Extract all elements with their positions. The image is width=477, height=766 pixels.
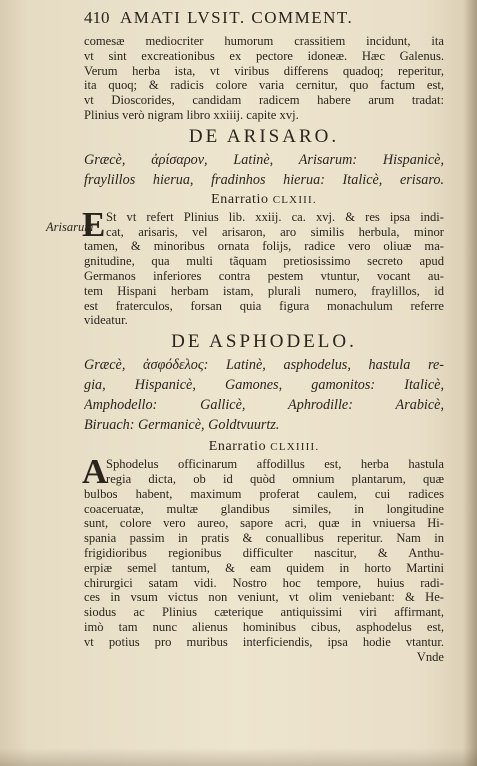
- text-line: frigidioribus regionibus difficulter nascitur, & Anthu-: [84, 545, 444, 560]
- intro-paragraph: [84, 34, 444, 123]
- section-paragraph: [82, 452, 444, 649]
- text-line: bulbos habent, maximum proferat caulem, cui radices: [84, 486, 444, 501]
- synonyms-line: Amphodello: Gallicè, Aphrodille: Arabicè,: [84, 397, 444, 414]
- synonyms-block: [84, 150, 444, 190]
- text-line: vt Dioscorides, candidam radicem habere arum tradat:: [84, 93, 444, 108]
- text-line: tem Hispani herbam istam, plurali numero, fraylillos, id: [84, 283, 444, 298]
- text-line: gnitudine, qua multi tãquam pretiosissimo secreto apud: [84, 254, 444, 269]
- marginal-note: Arisarum: [46, 220, 94, 234]
- enarratio-number: CLXIII.: [272, 193, 317, 206]
- text-line: imò tam nunc alienus hominibus cibus, asphodelus est,: [84, 619, 444, 634]
- page-bottom-shadow: [0, 748, 477, 766]
- text-line: ces in vsum victus non veniunt, vt olim veniebant: & He-: [84, 590, 444, 605]
- drop-initial: A: [82, 452, 108, 492]
- enarratio-number: CLXIIII.: [270, 441, 320, 454]
- text-line: vt potius pro muribus interficiendis, ipsa hodie vtantur.: [84, 634, 444, 649]
- enarratio-heading: [84, 437, 444, 457]
- section-heading: DE ARISARO.: [188, 125, 340, 147]
- text-line: Sphodelus officinarum affodillus est, herba hastula: [106, 457, 444, 472]
- drop-initial: E: [82, 204, 106, 244]
- page-body: [84, 34, 444, 664]
- synonyms-line: Græcè, ἀσφόδελος: Latinè, asphodelus, hastula re-: [84, 357, 444, 374]
- synonyms-line: Græcè, ἀρίσαρον, Latinè, Arisarum: Hispanicè,: [84, 151, 444, 168]
- section-paragraph: [82, 204, 444, 328]
- synonyms-line: Biruach: Germanicè, Goldtvuurtz.: [84, 417, 280, 434]
- running-title: AMATI LVSIT. COMMENT.: [120, 8, 354, 27]
- text-line: chirurgici satam vidi. Nostro hoc tempore, huius radi-: [84, 575, 444, 590]
- page-spine-shadow: [463, 0, 477, 766]
- text-line: comesæ mediocriter humorum crassitiem incidunt, ita: [84, 34, 444, 48]
- text-line: cat, arisaris, vel arisaron, aro similis herbula, minor: [106, 224, 444, 239]
- text-line: erpiæ semel tantum, & eam quidem in horto Martini: [84, 560, 444, 575]
- text-line: sunt, colore vero aureo, sapore acri, quæ in vniuersa Hi-: [84, 516, 444, 531]
- text-line: regia dicta, ob id quòd omnium plantarum, quæ: [106, 471, 444, 486]
- text-line: vt sint excreationibus ex pectore idoneæ. Hæc Galenus.: [84, 48, 444, 63]
- text-line: ita quoq; & radicis colore varia cernitur, quo factum est,: [84, 78, 444, 93]
- synonyms-block: [84, 355, 444, 435]
- text-line: est fraterculos, forsan quia figura monachulum referre: [84, 298, 444, 313]
- text-line: spania passim in pratis & conuallibus reperitur. Nam in: [84, 531, 444, 546]
- text-line: coaceruatæ, multæ glandibus similes, in longitudine: [84, 501, 444, 516]
- text-line: videatur.: [84, 313, 128, 328]
- text-line: siodus ac Plinius cæterique antiquissimi viri affirmant,: [84, 605, 444, 620]
- text-line: St vt refert Plinius lib. xxiij. ca. xvj. & res ipsa indi-: [106, 209, 444, 224]
- page-header: [84, 8, 424, 32]
- enarratio-word: Enarratio: [208, 439, 267, 455]
- text-line: tamen, & minoribus ornata folijs, radice vero oliuæ ma-: [84, 239, 444, 254]
- synonyms-line: gia, Hispanicè, Gamones, gamonitos: Italicè,: [84, 377, 444, 394]
- page-number: 410: [84, 8, 110, 27]
- text-line: Plinius verò nigram libro xxiiij. capite xvj.: [84, 107, 299, 122]
- text-line: Germanos inferiores contra pestem vtuntur, vocant au-: [84, 268, 444, 283]
- section-heading: DE ASPHODELO.: [171, 331, 357, 353]
- synonyms-line: fraylillos hierua, fradinhos hierua: Italicè, erisaro.: [84, 171, 444, 188]
- enarratio-word: Enarratio: [211, 191, 269, 207]
- catchword: Vnde: [416, 649, 444, 664]
- text-line: Verum herba ista, vt viribus differens quadoq; reperitur,: [84, 63, 444, 78]
- enarratio-heading: [84, 190, 444, 210]
